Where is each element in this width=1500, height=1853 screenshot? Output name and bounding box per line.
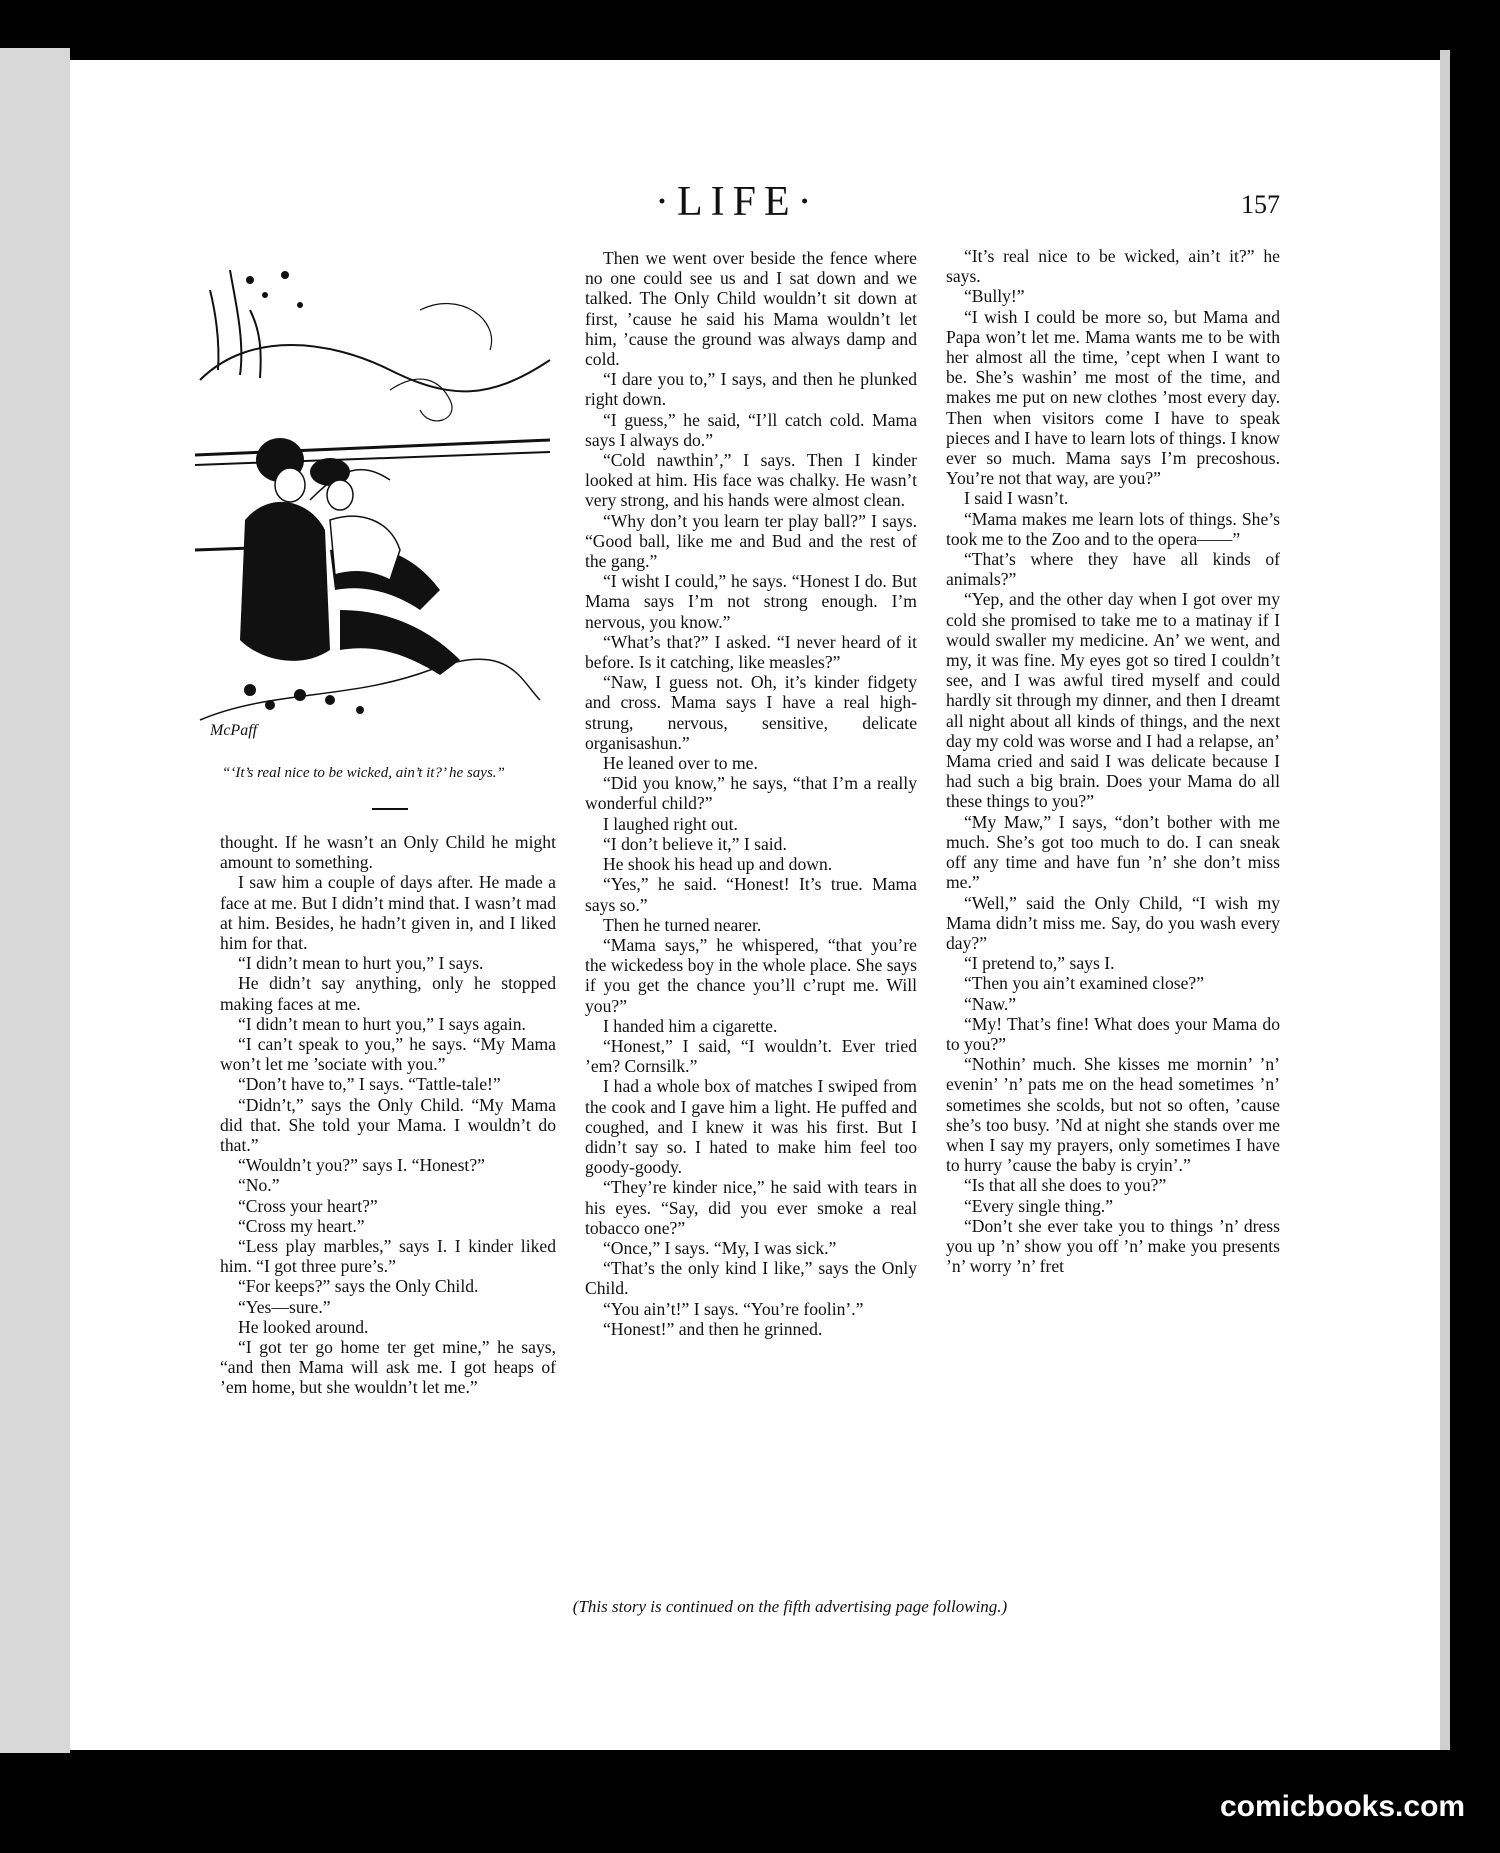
illustration xyxy=(190,250,560,750)
divider-rule xyxy=(372,808,408,810)
paragraph: “Once,” I says. “My, I was sick.” xyxy=(603,1237,837,1258)
paragraph: I saw him a couple of days after. He made a face at me. But I didn’t mind that. I wasn’t mad at him. Besides, he hadn’t given in, and I liked him for that. xyxy=(220,872,556,954)
paragraph: “Wouldn’t you?” says I. “Honest?” xyxy=(238,1155,485,1176)
paragraph: I had a whole box of matches I swiped from the cook and I gave him a light. He puffed and coughed, and I knew it was his first. But I didn’t say so. I hated to make him feel too goody-goody. xyxy=(585,1076,917,1178)
paragraph: “Naw.” xyxy=(964,993,1017,1014)
paragraph: “I pretend to,” says I. xyxy=(964,953,1115,974)
paragraph: “I dare you to,” I says, and then he plunked right down. xyxy=(585,369,917,410)
paragraph: “Don’t have to,” I says. “Tattle-tale!” xyxy=(238,1074,501,1095)
paragraph: “You ain’t!” I says. “You’re foolin’.” xyxy=(603,1298,864,1319)
page-number: 157 xyxy=(1241,190,1280,219)
paragraph: “Naw, I guess not. Oh, it’s kinder fidgety and cross. Mama says I have a real high-strung, nervous, sensitive, delicate organisashun.” xyxy=(585,672,917,753)
paragraph: “Why don’t you learn ter play ball?” I says. “Good ball, like me and Bud and the rest of the gang.” xyxy=(585,510,917,572)
paragraph: “Mama says,” he whispered, “that you’re the wickedess boy in the whole place. She says if you get the chance you’ll c’rupt me. Will you?” xyxy=(585,934,917,1016)
paragraph: “They’re kinder nice,” he said with tears in his eyes. “Say, did you ever smoke a real tobacco one?” xyxy=(585,1177,917,1238)
paragraph: “Honest!” and then he grinned. xyxy=(603,1318,823,1339)
facing-page-edge xyxy=(0,48,70,1753)
paragraph: “I wisht I could,” he says. “Honest I do. But Mama says I’m not strong enough. I’m nervous, you know.” xyxy=(585,571,917,632)
paragraph: “I wish I could be more so, but Mama and Papa won’t let me. Mama wants me to be with her almost all the time, ’cept when I want to be. She’s washin’ me most of the time, and makes me put on new clothes ’most every day. Then when visitors come I have to speak pieces and I have to learn lots of things. I know ever so much. Mama says I’m precoshous. You’re not that way, are you?” xyxy=(946,306,1280,489)
paragraph: “My Maw,” I says, “don’t bother with me much. She’s got too much to do. I can sneak off any time and have fun ’n’ she don’t miss me.” xyxy=(946,811,1280,893)
paragraph: He leaned over to me. xyxy=(603,753,758,774)
page-right-edge xyxy=(1440,50,1450,1750)
paragraph: “Yes,” he said. “Honest! It’s true. Mama says so.” xyxy=(585,874,917,915)
paragraph: “I didn’t mean to hurt you,” I says. xyxy=(238,953,484,974)
paragraph: “I guess,” he said, “I’ll catch cold. Mama says I always do.” xyxy=(585,409,917,450)
paragraph: “Well,” said the Only Child, “I wish my Mama didn’t miss me. Say, do you wash every day?” xyxy=(946,892,1280,953)
paragraph: I laughed right out. xyxy=(603,813,738,834)
paragraph: “What’s that?” I asked. “I never heard of it before. Is it catching, like measles?” xyxy=(585,631,917,673)
text-column-1 xyxy=(220,832,556,1398)
paragraph: I said I wasn’t. xyxy=(964,488,1069,509)
masthead: ·LIFE· xyxy=(655,179,820,225)
paragraph: “Don’t she ever take you to things ’n’ dress you up ’n’ show you off ’n’ make you presents ’n’ worry ’n’ fret xyxy=(946,1215,1280,1277)
paragraph: Then he turned nearer. xyxy=(603,914,762,935)
paragraph: “Less play marbles,” says I. I kinder liked him. “I got three pure’s.” xyxy=(220,1236,556,1277)
illustration-signature: McPaff xyxy=(210,722,258,739)
paragraph: “I got ter go home ter get mine,” he says, “and then Mama will ask me. I got heaps of ’em home, but she wouldn’t let me.” xyxy=(220,1337,556,1398)
paragraph: “Cold nawthin’,” I says. Then I kinder looked at him. His face was chalky. He wasn’t very strong, and his hands were almost clean. xyxy=(585,450,917,511)
paragraph: “For keeps?” says the Only Child. xyxy=(238,1276,479,1297)
paragraph: “My! That’s fine! What does your Mama do to you?” xyxy=(946,1013,1280,1054)
paragraph: “Cross my heart.” xyxy=(238,1215,365,1236)
paragraph: “Then you ain’t examined close?” xyxy=(964,973,1205,994)
paragraph: He didn’t say anything, only he stopped making faces at me. xyxy=(220,973,556,1014)
paragraph: “Every single thing.” xyxy=(964,1195,1114,1216)
paragraph: “Nothin’ much. She kisses me mornin’ ’n’ evenin’ ’n’ pats me on the head sometimes ’n’ sometimes she scolds, but not so often, ’cause she’s too busy. ’Nd at night she stands over me when I say my prayers, only sometimes I have to hurry ’cause the baby is cryin’.” xyxy=(946,1054,1280,1176)
paragraph: “I can’t speak to you,” he says. “My Mama won’t let me ’sociate with you.” xyxy=(220,1034,556,1075)
paragraph: He shook his head up and down. xyxy=(603,854,833,875)
paragraph: “That’s the only kind I like,” says the Only Child. xyxy=(585,1258,917,1299)
paragraph: “Cross your heart?” xyxy=(238,1195,378,1216)
paragraph: “Yes—sure.” xyxy=(238,1296,331,1317)
paragraph: “That’s where they have all kinds of animals?” xyxy=(946,549,1280,590)
paragraph: “Bully!” xyxy=(964,286,1025,307)
continued-note: (This story is continued on the fifth advertising page following.) xyxy=(572,1597,1008,1616)
paragraph: “Mama makes me learn lots of things. She’s took me to the Zoo and to the opera——” xyxy=(946,508,1280,549)
text-column-2 xyxy=(585,248,917,1339)
text-column-3 xyxy=(946,246,1280,1276)
paragraph: thought. If he wasn’t an Only Child he might amount to something. xyxy=(220,832,556,873)
paragraph: “Didn’t,” says the Only Child. “My Mama did that. She told your Mama. I wouldn’t do that.” xyxy=(220,1094,556,1156)
paragraph: He looked around. xyxy=(238,1316,369,1337)
paragraph: “No.” xyxy=(238,1175,280,1196)
illustration-caption: “‘It’s real nice to be wicked, ain’t it?’ he says.” xyxy=(222,765,505,781)
paragraph: “Honest,” I said, “I wouldn’t. Ever tried ’em? Cornsilk.” xyxy=(585,1035,917,1077)
paragraph: Then we went over beside the fence where no one could see us and I sat down and we talked. The Only Child wouldn’t sit down at first, ’cause he said his Mama wouldn’t let him, ’cause the ground was always damp and cold. xyxy=(585,248,917,370)
paragraph: “I don’t believe it,” I said. xyxy=(603,833,787,854)
paragraph: I handed him a cigarette. xyxy=(603,1015,778,1036)
paragraph: “Did you know,” he says, “that I’m a really wonderful child?” xyxy=(585,773,917,814)
paragraph: “I didn’t mean to hurt you,” I says again. xyxy=(238,1013,526,1034)
paragraph: “Is that all she does to you?” xyxy=(964,1175,1167,1196)
paragraph: “Yep, and the other day when I got over my cold she promised to take me to a matinay if I would swaller my medicine. An’ we went, and my, it was fine. My eyes got so tired I couldn’t see, and I was awful tired myself and could hardly sit through my dinner, and then I dreamt all night about all kinds of things, and the next day my cold was worse and I had a relapse, an’ Mama cried and said I was delicate because I had such a big brain. Does your Mama do all these things to you?” xyxy=(946,589,1280,812)
site-watermark: comicbooks.com xyxy=(1220,1790,1466,1823)
paragraph: “It’s real nice to be wicked, ain’t it?” he says. xyxy=(946,246,1280,287)
